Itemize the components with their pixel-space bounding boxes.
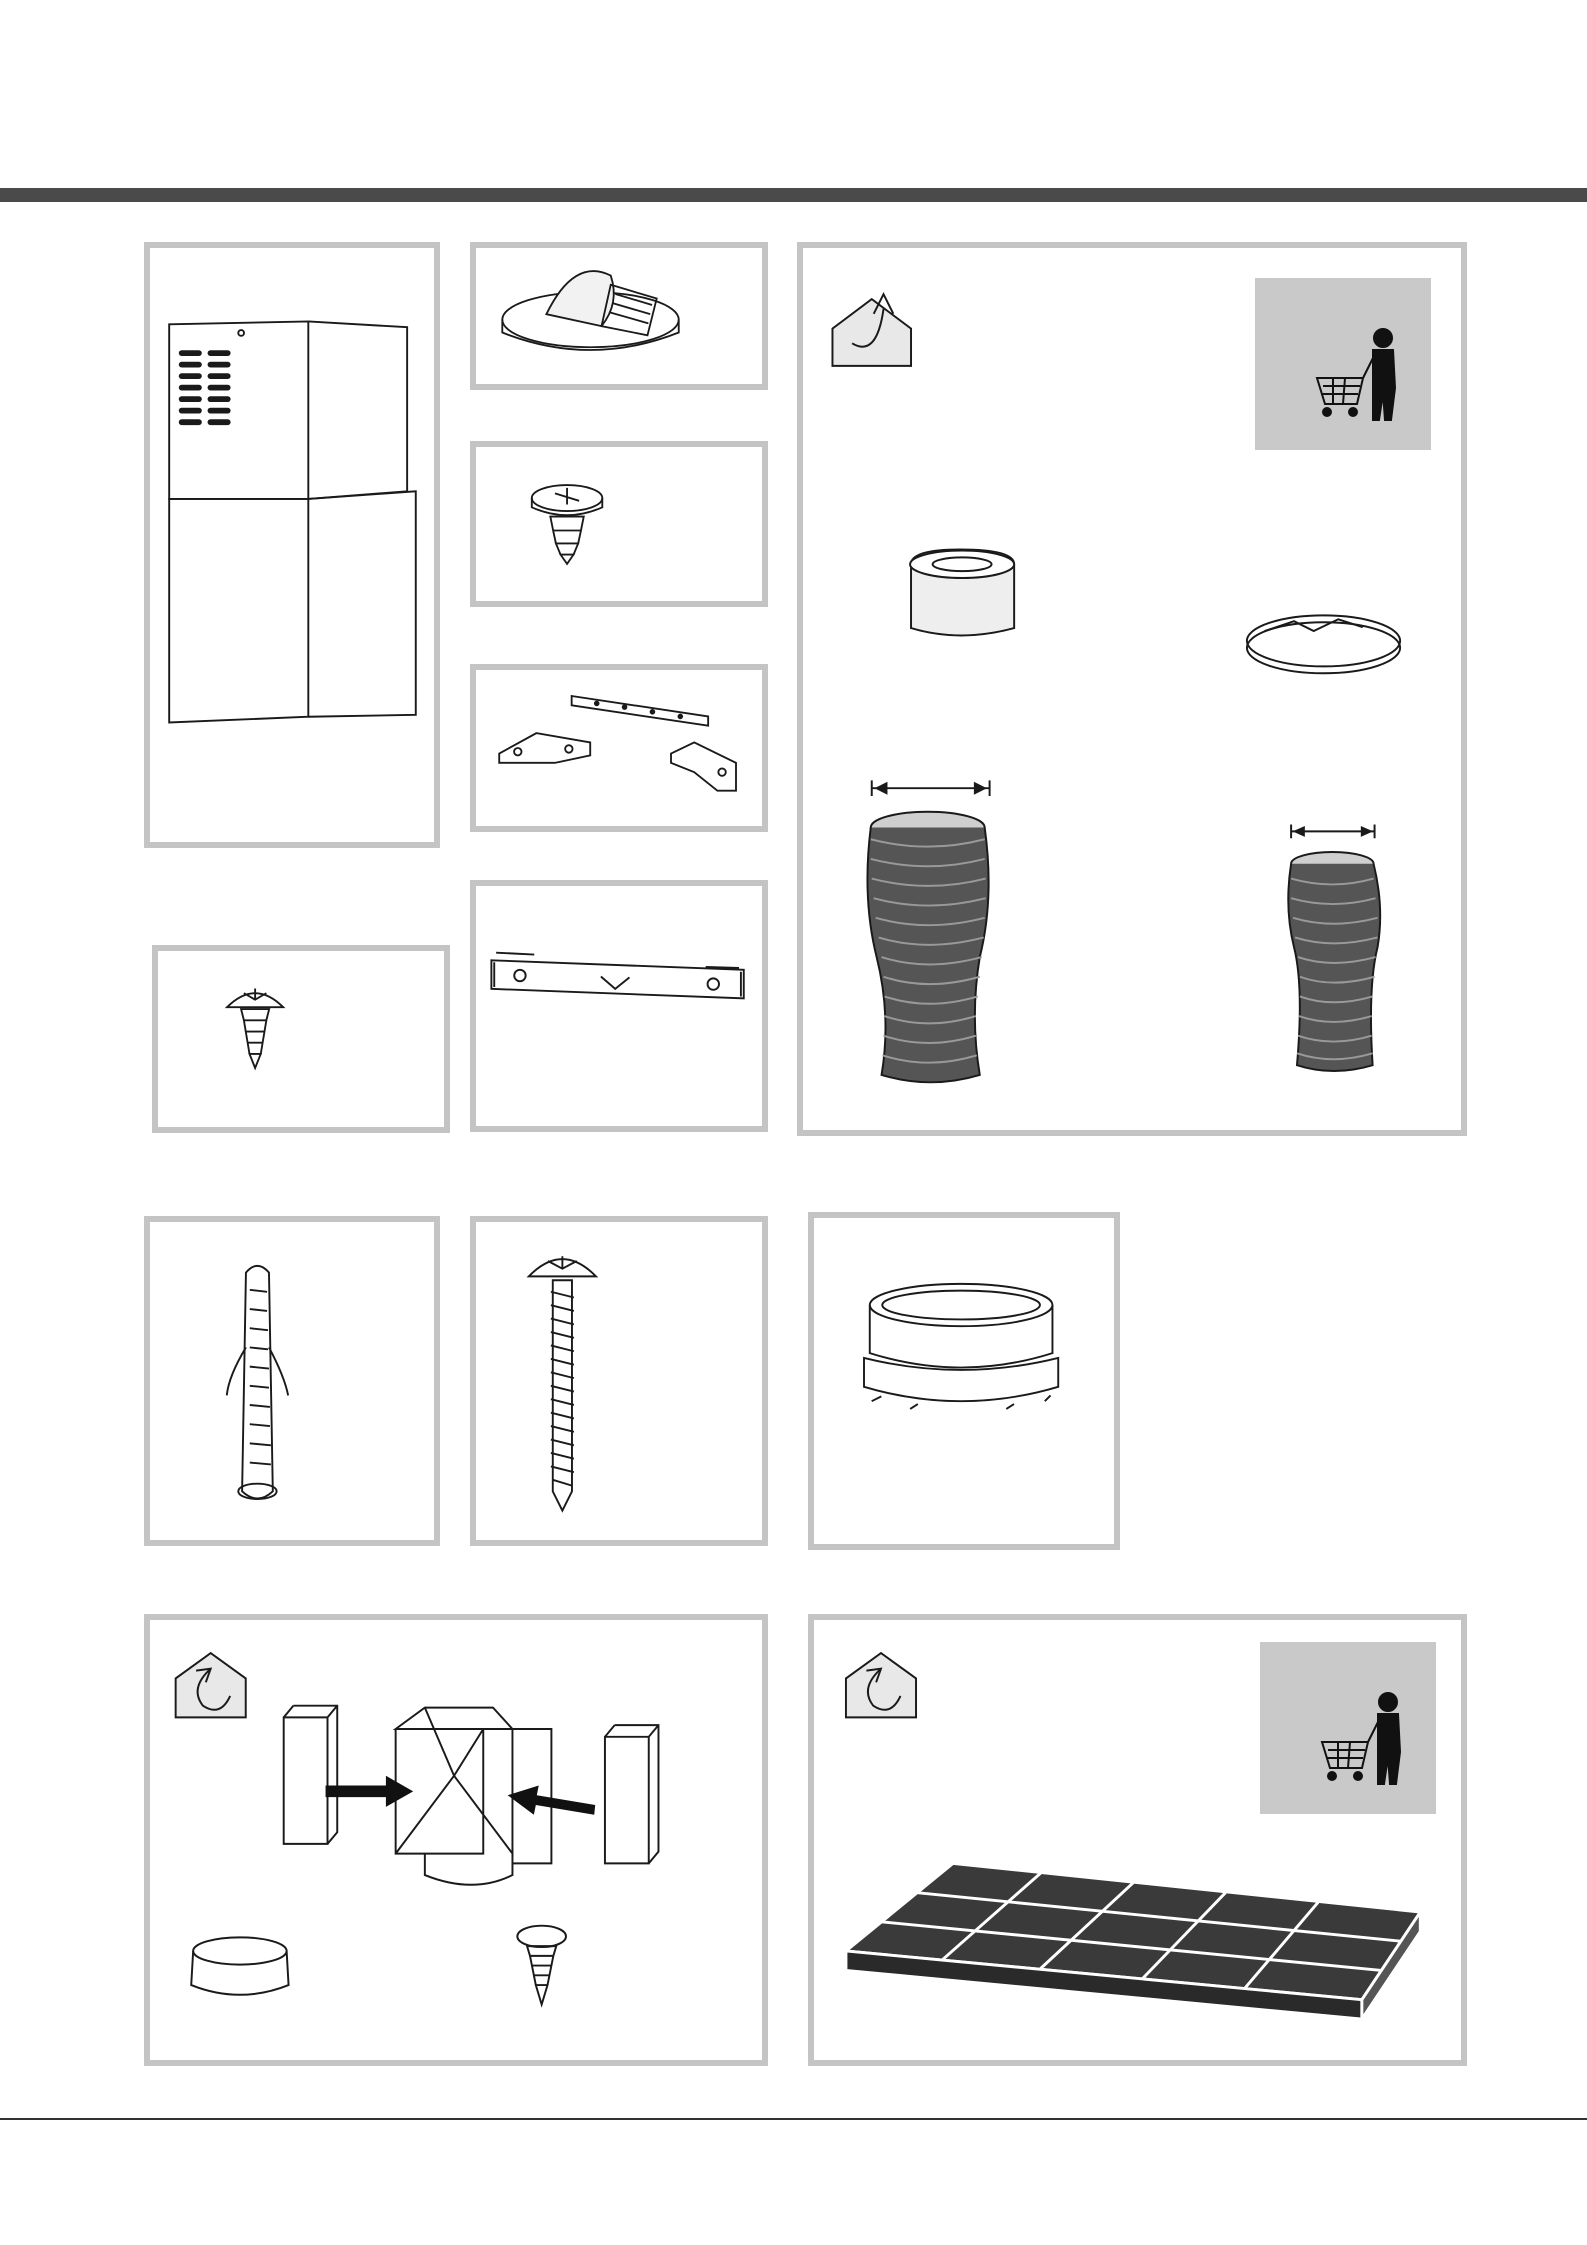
ducting-kit-box <box>797 242 1467 1136</box>
shop-accessory-badge <box>1255 278 1431 450</box>
wall-bracket-icon <box>476 886 762 1126</box>
chimney-cover-icon <box>150 248 434 842</box>
shopping-cart-person-icon <box>1260 1642 1436 1814</box>
long-screw-icon <box>476 1222 762 1540</box>
chimney-cover-box <box>144 242 440 848</box>
non-return-valve-box <box>470 242 768 390</box>
wall-bracket-box <box>470 880 768 1132</box>
shopping-cart-person-icon <box>1255 278 1431 450</box>
recirculation-kit-icon <box>150 1620 762 2060</box>
carbon-filter-box <box>808 1614 1467 2066</box>
short-screw-icon <box>476 447 762 601</box>
footer-rule <box>0 2118 1587 2120</box>
recirculation-kit-box <box>144 1614 768 2066</box>
small-screw-icon <box>158 951 444 1127</box>
header-rule <box>0 188 1587 202</box>
mounting-brackets-icon <box>476 670 762 826</box>
non-return-valve-icon <box>476 248 762 384</box>
long-screw-box <box>470 1216 768 1546</box>
wall-plug-box <box>144 1216 440 1546</box>
short-screw-box <box>470 441 768 607</box>
small-screw-box <box>152 945 450 1133</box>
wall-plug-icon <box>150 1222 434 1540</box>
flange-ring-icon <box>814 1218 1114 1544</box>
flange-ring-box <box>808 1212 1120 1550</box>
shop-accessory-badge <box>1260 1642 1436 1814</box>
mounting-brackets-box <box>470 664 768 832</box>
